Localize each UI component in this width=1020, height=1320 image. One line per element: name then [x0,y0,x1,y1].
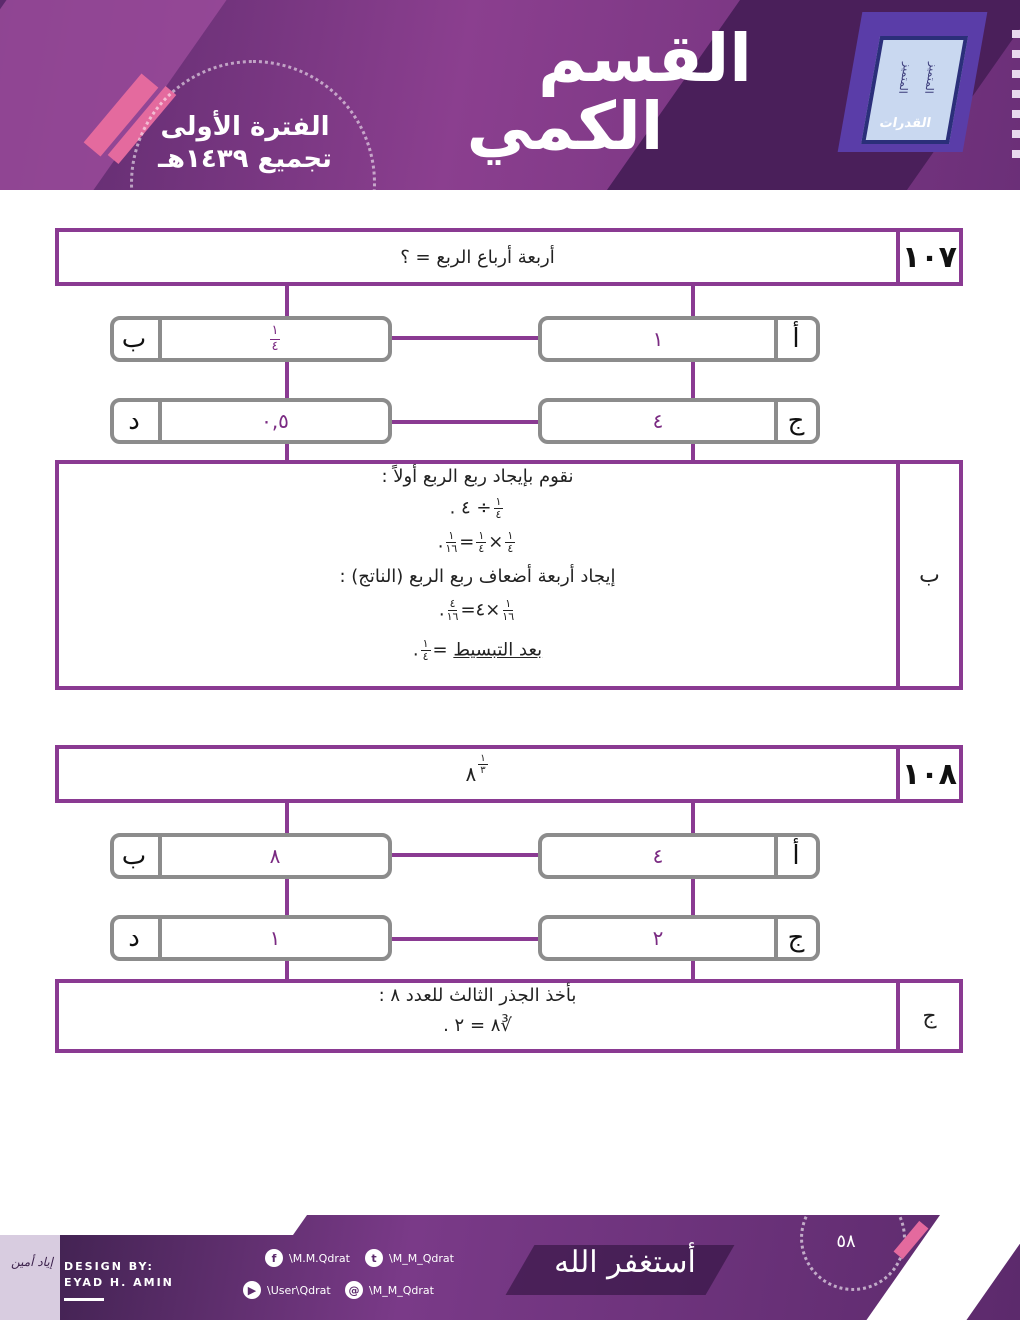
fraction [447,598,459,623]
connector [390,336,540,340]
footer-white-area [213,1215,307,1235]
fraction-numerator: ١ [478,529,485,542]
option-d[interactable] [110,915,392,961]
twitter-link[interactable] [365,1249,454,1267]
option-c[interactable] [538,915,820,961]
fraction-numerator: ١ [505,597,512,610]
youtube-link[interactable] [243,1281,331,1299]
footer-underline [64,1298,104,1301]
instagram-icon: @ [345,1281,363,1299]
twitter-icon: t [365,1249,383,1267]
solution-line: بأخذ الجذر الثالث للعدد ٨ : [378,985,577,1006]
solution-text-part: . [437,531,444,553]
fraction-numerator: ١ [480,752,486,764]
solution-text [59,987,896,1047]
option-a[interactable] [538,316,820,362]
solution-text-part: بعد التبسيط [453,639,543,661]
fraction-denominator: ٤ [422,650,429,664]
instagram-handle: \M_M_Qdrat [369,1283,434,1297]
page-footer [0,1215,1020,1320]
option-letter: د [128,406,140,436]
twitter-handle: \M_M_Qdrat [389,1251,454,1265]
fraction [494,496,504,521]
fraction-denominator: ١٦ [502,610,515,624]
solution-text-part: ÷ ٤ . [449,497,492,519]
solution-line: إيجاد أربعة أضعاف ربع الربع (الناتج) : [339,566,616,587]
page-number: ٥٨ [836,1231,856,1252]
option-c[interactable] [538,398,820,444]
connector [390,420,540,424]
page-header [0,0,1020,190]
logo-side-text: المتميز [895,62,915,94]
fraction-denominator: ٤ [271,338,279,354]
option-d[interactable] [110,398,392,444]
fraction-numerator: ١ [271,323,279,339]
period-label: الفترة الأولى [160,112,330,142]
fraction-numerator: ١ [448,529,455,542]
question-number: ١٠٨ [896,749,959,799]
option-letter: ج [787,923,805,953]
option-value: ٠,٥ [261,409,289,433]
option-a[interactable] [538,833,820,879]
fraction-denominator: ١٦ [445,542,458,556]
instagram-link[interactable] [345,1281,434,1299]
fraction-denominator: ١٦ [446,610,459,624]
fraction-denominator: ٤ [478,542,485,556]
solution-text-part: × [488,531,504,553]
option-value [162,320,388,358]
solution-line: نقوم بإيجاد ربع الربع أولاً : [381,466,574,487]
option-letter: أ [792,324,800,354]
signature: إياد أمين [10,1255,53,1269]
exponent-fraction [478,753,487,776]
question-text: أربعة أرباع الربع = ؟ [400,246,555,268]
fraction [505,530,515,555]
option-value: ٤ [652,409,664,433]
option-value: ١ [652,327,664,351]
fraction-denominator: ٣ [480,764,486,776]
answer-letter: ج [896,983,959,1049]
fraction-numerator: ١ [495,495,502,508]
option-value: ٢ [652,926,664,950]
title-line1: القسم [538,20,752,97]
decor-dots [1012,30,1020,160]
logo [838,12,988,152]
fraction [476,530,486,555]
logo-text: القدرات [878,116,933,131]
fraction-numerator: ١ [422,637,429,650]
option-b[interactable] [110,833,392,879]
connector [390,937,540,941]
option-value: ٤ [652,844,664,868]
fraction-denominator: ٤ [507,542,514,556]
fraction-numerator: ٤ [449,597,456,610]
youtube-handle: \User\Qdrat [267,1283,331,1297]
fraction [502,598,514,623]
solution-text-part: ×٤= [460,599,501,621]
solution-line [59,598,896,638]
exponent-base: ٨ [465,762,477,786]
solution-text-part: = [459,531,475,553]
youtube-icon: ▶ [243,1281,261,1299]
facebook-link[interactable] [265,1249,350,1267]
option-value: ١ [269,926,281,950]
designer-name: EYAD H. AMIN [64,1276,174,1289]
design-by-label: DESIGN BY: [64,1260,154,1273]
connector [390,853,540,857]
logo-side-text: المتميز [921,62,941,94]
fraction-numerator: ١ [507,529,514,542]
option-b[interactable] [110,316,392,362]
collection-label: تجميع ١٤٣٩هـ [158,144,332,174]
option-value: ٨ [269,844,281,868]
fraction-denominator: ٤ [495,508,502,522]
option-letter: أ [792,841,800,871]
fraction [445,530,457,555]
fraction [270,324,281,354]
solution-text [59,468,896,686]
solution-line: ∛٨ = ٢ . [443,1015,512,1036]
option-letter: ج [787,406,805,436]
solution-line [59,638,896,672]
facebook-handle: \M.M.Qdrat [289,1251,350,1265]
calligraphy: أستغفر الله [554,1245,696,1280]
option-letter: ب [121,324,147,354]
solution-text-part: . [438,599,445,621]
question-number: ١٠٧ [896,232,959,282]
question-text [59,749,896,799]
solution-line [59,530,896,568]
answer-letter: ب [896,464,959,686]
facebook-icon: f [265,1249,283,1267]
solution-text-part: = [432,639,448,661]
option-letter: د [128,923,140,953]
option-letter: ب [121,841,147,871]
title-line2: الكمي [466,88,664,165]
solution-text-part: . [412,639,419,661]
fraction [421,638,431,663]
solution-line [59,496,896,530]
